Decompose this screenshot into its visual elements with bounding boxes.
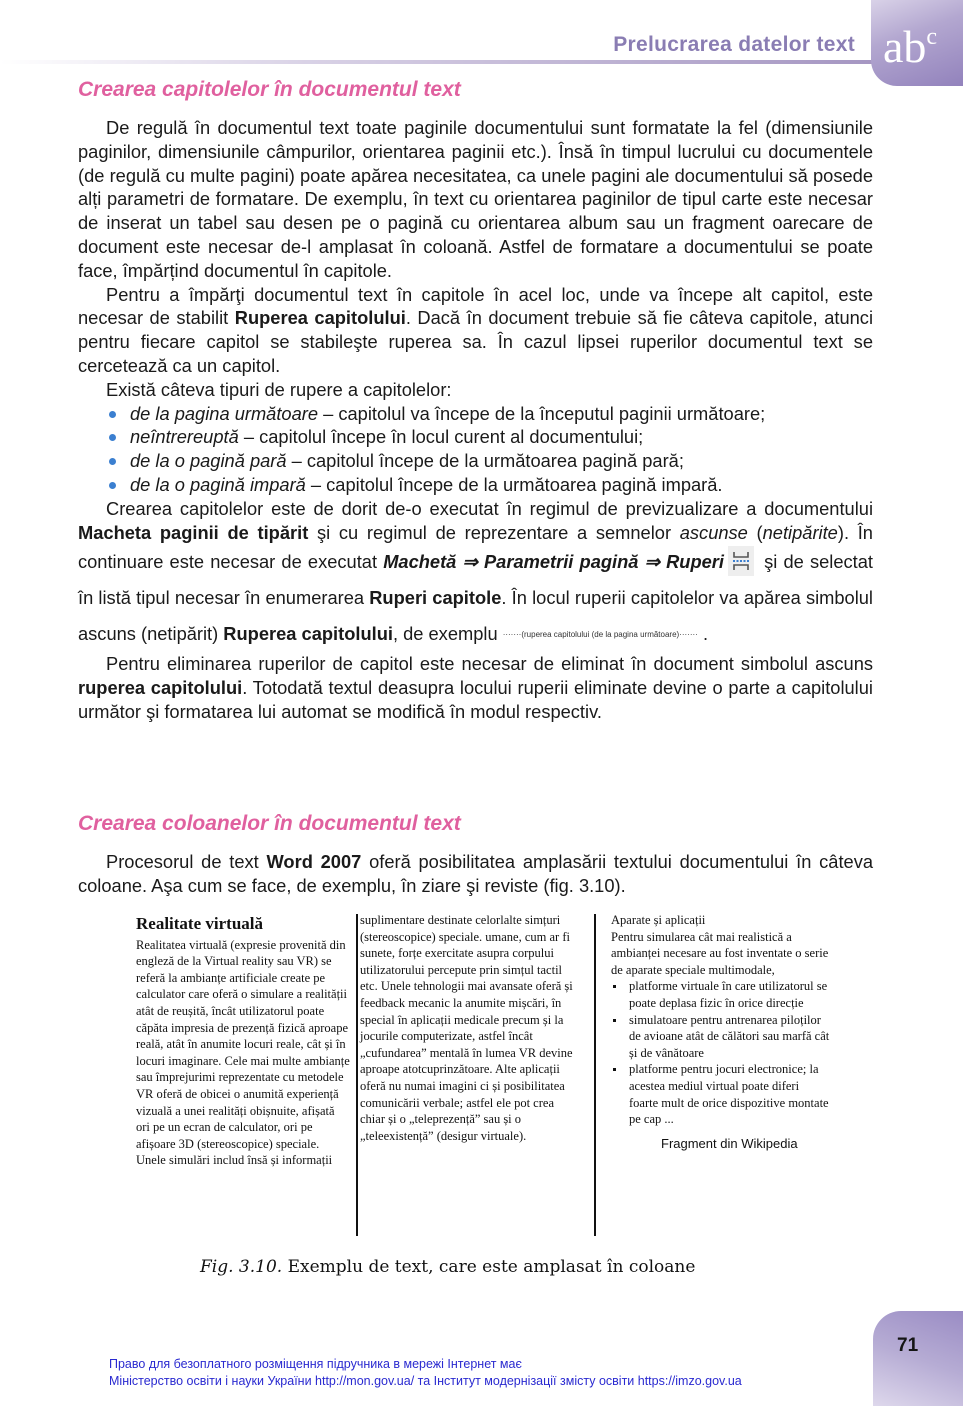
bullet-icon — [109, 482, 116, 489]
list-item — [106, 473, 873, 497]
abc-icon — [883, 14, 937, 70]
list-item — [611, 1012, 831, 1062]
figure-column-2 — [360, 912, 580, 1144]
bullet-icon — [613, 985, 616, 988]
figure-caption — [200, 1257, 695, 1277]
list-item — [611, 1061, 831, 1127]
header-divider — [0, 60, 875, 64]
chapter-badge — [871, 0, 963, 86]
figure-columns-example — [120, 912, 840, 1242]
item-text: platforme pentru jocuri electronice; la acestea mediul virtual poate diferi foarte mult de orice dispozitive montate pe cap ... — [629, 1062, 829, 1127]
text: . — [697, 623, 709, 645]
text: şi cu regimul de reprezentare a semnelor — [308, 521, 680, 543]
footer-line: Право для безоплатного розміщення підручника в мережі Інтернет має — [109, 1357, 522, 1371]
figure-source: Fragment din Wikipedia — [661, 1135, 798, 1151]
text: , de exemplu — [392, 623, 503, 645]
section-title: Crearea coloanelor în documentul text — [78, 812, 461, 835]
list-item — [106, 449, 873, 473]
section-chapters — [78, 78, 873, 724]
term-italic: netipărite — [762, 521, 838, 543]
term-bold: ruperea capitolului — [78, 677, 243, 699]
text: ( — [747, 521, 763, 543]
figure-heading: Realitate virtuală — [136, 914, 263, 933]
list-item — [611, 978, 831, 1011]
term: de la pagina următoare — [130, 402, 319, 424]
column-divider — [594, 914, 596, 1236]
term-bold: Macheta paginii de tipărit — [78, 521, 309, 543]
text: oferă posibilitatea amplasării textului documentului în câteva coloane. Aşa cum se face, de exemplu, în ziare şi reviste (fig. 3.10). — [78, 851, 873, 896]
caption-text: Exemplu de text, care este amplasat în coloane — [282, 1257, 696, 1277]
paragraph — [78, 850, 873, 898]
paragraph — [78, 283, 873, 378]
footer-license — [109, 1356, 742, 1390]
term-bold: Ruperea capitolului — [223, 623, 393, 645]
paragraph: De regulă în documentul text toate paginile documentului sunt formatate la fel (dimensiunile paginilor, dimensiunile câmpurilor, orientarea paginii etc.). Însă în timpul lucrului cu documentele (de regulă cu multe pagini) poate apărea necesitatea, ca unele pagini ale documentului să posede alți parametri de formatare. De exemplu, în text cu orientarea paginilor de tipul carte este necesar de inserat un tabel sau desen pe o pagină cu orientarea album sau un fragment oarecare de document este necesar de-l amplasat în coloană. Astfel de formatare a documentului se poate face, împărțind documentul în capitole. — [78, 117, 873, 281]
item-text: simulatoare pentru antrenarea piloților de avioane atât de călători sau marfă cât și de vânătoare — [629, 1012, 830, 1060]
footer-line: Міністерство освіти і науки України http://mon.gov.ua/ та Інститут модернізації змісту освіти https://imzo.gov.ua — [109, 1374, 742, 1388]
paragraph — [78, 652, 873, 723]
desc: – capitolul începe de la următoarea pagină pară; — [286, 450, 684, 472]
page-number: 71 — [897, 1335, 919, 1356]
term: de la o pagină pară — [130, 450, 287, 472]
desc: – capitolul începe de la următoarea pagină impară. — [305, 473, 723, 495]
desc: – capitolul începe în locul curent al documentului; — [238, 426, 644, 448]
list-item — [106, 425, 873, 449]
text: şi de selectat în listă tipul necesar în enumerarea — [78, 551, 873, 609]
text: . Dacă în document trebuie să fie câteva capitole, atunci pentru fiecare capitol se stabileşte ruperea sa. În cazul lipsei ruperilor documentul text se cercetează ca un capitol. — [78, 307, 874, 376]
badge-main: ab — [883, 21, 927, 72]
bullet-icon — [109, 458, 116, 465]
page-break-icon — [728, 546, 754, 576]
bullet-icon — [613, 1068, 616, 1071]
hidden-break-mark: ·······(ruperea capitolului (de la pagina următoare)······· — [502, 630, 698, 640]
figure-column-1 — [136, 916, 351, 1169]
text: Crearea capitolelor este de dorit de-o executat în regimul de previzualizare a documentului — [106, 497, 873, 519]
figure-list — [611, 978, 831, 1127]
badge-sup: c — [926, 24, 938, 50]
text: ). În continuare este necesar de executat — [78, 521, 873, 573]
text: Procesorul de text — [106, 851, 267, 872]
term-bold: Ruperi capitole — [369, 587, 502, 609]
figure-column-3 — [611, 912, 831, 1152]
figure-text: Pentru simularea cât mai realistică a ambianței necesare au fost inventate o serie de aparate speciale multimodale, — [611, 929, 829, 977]
page-number-tab — [873, 1311, 963, 1406]
caption-label: Fig. 3.10. — [200, 1257, 283, 1277]
section-title: Crearea capitolelor în documentul text — [78, 78, 461, 101]
desc: – capitolul va începe de la începutul paginii următoare; — [318, 402, 766, 424]
bullet-icon — [109, 411, 116, 418]
term-italic: ascunse — [679, 521, 748, 543]
paragraph: Există câteva tipuri de rupere a capitolelor: — [106, 378, 452, 400]
text: Pentru a împărţi documentul text în capitole în acel loc, unde va începe alt capitol, este necesar de stabilit — [78, 283, 873, 329]
column-divider — [356, 914, 358, 1236]
term-bold: Word 2007 — [266, 851, 362, 872]
text: Pentru eliminarea ruperilor de capitol este necesar de eliminat în document simbolul ascuns — [106, 653, 873, 675]
term: neîntrereuptă — [130, 426, 239, 448]
paragraph — [78, 497, 873, 653]
chapter-title: Prelucrarea datelor text — [613, 33, 855, 56]
bullet-icon — [613, 1019, 616, 1022]
bullet-icon — [109, 434, 116, 441]
item-text: platforme virtuale în care utilizatorul se poate deplasa fizic în orice direcție — [629, 979, 828, 1010]
figure-text: suplimentare destinate celorlalte simțuri (stereoscopice) speciale. umane, cum ar fi sunete, forțe exercitate asupra corpului utilizatorului percepute prin simțul tactil etc. Unele tehnologii mai avansate oferă și feedback mecanic la anumite mișcări, în special în aplicații medicale precum și la jocurile computerizate, astfel încât „cufundarea” mentală în lumea VR devine aproape atotcuprinzătoare. Alte aplicații oferă nu numai imagini ci și posibilitatea comunicării verbale; astfel ele pot crea chiar și o „teleprezență” sau și o „teleexistență” (desigur virtuale). — [360, 913, 573, 1143]
term: de la o pagină impară — [130, 473, 306, 495]
list-item — [106, 402, 873, 426]
figure-text: Realitatea virtuală (expresie provenită din engleză de la Virtual reality sau VR) se referă la ambianțe artificiale create pe calculator care oferă o simulare a realității atât de reușită, încât utilizatorul poate căpăta impresia de prezență fizică aproape reală, atât în anumite locuri reale, cât și în locuri imaginare. Cele mai multe ambianțe sau împrejurimi reprezentate cu metodele VR oferă de obicei o anumită experiență vizuală a unei realități obișnuite, afișată ori pe un ecran de calculator, ori pe afișoare 3D (stereoscopice) speciale. Unele simulări includ însă și informații — [136, 937, 350, 1168]
break-types-list — [78, 402, 873, 497]
text: . Totodată textul deasupra locului ruperii eliminate devine o parte a capitolului următor şi formatarea lui automat se modifică în modul respectiv. — [78, 677, 873, 722]
text: . În locul ruperii capitolelor va apărea simbolul ascuns (netipărit) — [78, 587, 873, 645]
figure-subheading: Aparate și aplicații — [611, 913, 706, 927]
menu-path: Machetă ⇒ Parametrii pagină ⇒ Ruperi — [383, 551, 724, 573]
section-columns — [78, 812, 873, 898]
term-bold: Ruperea capitolului — [234, 307, 406, 329]
